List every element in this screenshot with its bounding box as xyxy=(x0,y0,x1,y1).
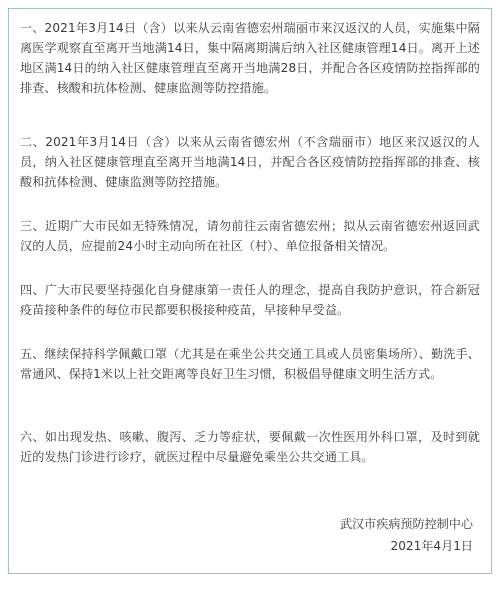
notice-frame xyxy=(8,8,492,574)
notice-paragraph-4: 四、广大市民要坚持强化自身健康第一责任人的理念，提高自我防护意识，符合新冠疫苗接种条件的每位市民都要积极接种疫苗，早接种早受益。 xyxy=(20,283,480,317)
issue-date: 2021年4月1日 xyxy=(390,539,473,553)
notice-paragraph-2: 二、2021年3月14日（含）以来从云南省德宏州（不含瑞丽市）地区来汉返汉的人员，纳入社区健康管理直至离开当地满14日，并配合各区疫情防控指挥部的排查、核酸和抗体检测、健康监测等防控措施。 xyxy=(20,135,480,189)
notice-paragraph-3: 三、近期广大市民如无特殊情况，请勿前往云南省德宏州；拟从云南省德宏州返回武汉的人员，应提前24小时主动向所在社区（村）、单位报备相关情况。 xyxy=(20,219,480,253)
issuing-organization: 武汉市疾病预防控制中心 xyxy=(339,517,473,531)
notice-paragraph-6: 六、如出现发热、咳嗽、腹泻、乏力等症状，要佩戴一次性医用外科口罩，及时到就近的发热门诊进行诊疗，就医过程中尽量避免乘坐公共交通工具。 xyxy=(20,430,480,464)
signature-block xyxy=(340,513,473,557)
notice-paragraph-1: 一、2021年3月14日（含）以来从云南省德宏州瑞丽市来汉返汉的人员，实施集中隔离医学观察直至离开当地满14日，集中隔离期满后纳入社区健康管理14日。离开上述地区满14日的纳入社区健康管理直至离开当地满28日，并配合各区疫情防控指挥部的排查、核酸和抗体检测、健康监测等防控措施。 xyxy=(20,21,480,95)
notice-paragraph-5: 五、继续保持科学佩戴口罩（尤其是在乘坐公共交通工具或人员密集场所）、勤洗手、常通风、保持1米以上社交距离等良好卫生习惯，积极倡导健康文明生活方式。 xyxy=(20,347,480,381)
